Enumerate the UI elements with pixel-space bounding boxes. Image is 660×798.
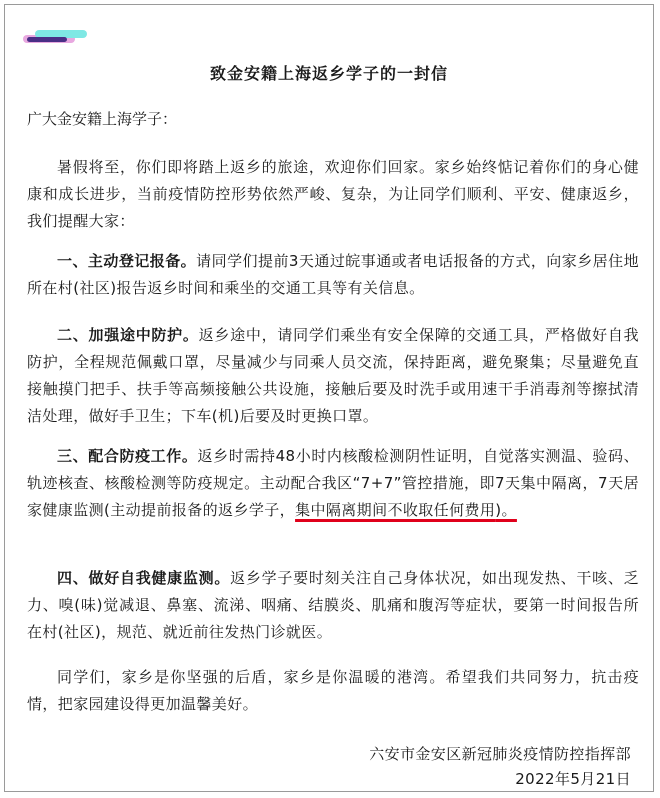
letter-frame — [4, 4, 654, 792]
section-3-heading: 三、配合防疫工作。 — [57, 447, 198, 465]
section-3-highlight: 集中隔离期间不收取任何费用 — [295, 501, 496, 519]
section-3 — [27, 443, 639, 524]
section-4-body: 返乡学子要时刻关注自己身体状况，如出现发热、干咳、乏力、嗅(味)觉减退、鼻塞、流涕、咽痛、结膜炎、肌痛和腹泻等症状，要第一时间报告所在村(社区)，规范、就近前往发热门诊就医。 — [27, 569, 639, 641]
section-4 — [27, 565, 639, 646]
section-3-body: 返乡时需持48小时内核酸检测阴性证明，自觉落实测温、验码、轨迹核查、核酸检测等防疫规定。主动配合我区“7+7”管控措施，即7天集中隔离，7天居家健康监测(主动提前报备的返乡学子， — [27, 447, 639, 519]
closing-paragraph: 同学们，家乡是你坚强的后盾，家乡是你温暖的港湾。希望我们共同努力，抗击疫情，把家园建设得更加温馨美好。 — [27, 668, 639, 713]
section-4-heading: 四、做好自我健康监测。 — [57, 569, 231, 587]
section-2-heading: 二、加强途中防护。 — [57, 326, 199, 344]
decor-bar-purple — [27, 37, 67, 42]
section-2 — [27, 322, 639, 430]
signature-date: 2022年5月21日 — [515, 770, 631, 788]
letter-title: 致金安籍上海返乡学子的一封信 — [209, 64, 448, 83]
signature-org: 六安市金安区新冠肺炎疫情防控指挥部 — [369, 745, 631, 763]
intro-paragraph: 暑假将至，你们即将踏上返乡的旅途，欢迎你们回家。家乡始终惦记着你们的身心健康和成长进步，当前疫情防控形势依然严峻、复杂，为让同学们顺利、平安、健康返乡，我们提醒大家： — [27, 158, 639, 230]
salutation: 广大金安籍上海学子： — [27, 110, 178, 128]
section-1 — [27, 248, 639, 302]
section-2-body: 返乡途中，请同学们乘坐有安全保障的交通工具，严格做好自我防护，全程规范佩戴口罩，尽量减少与同乘人员交流，保持距离，避免聚集；尽量避免直接触摸门把手、扶手等高频接触公共设施，接触后要及时洗手或用速干手消毒剂等擦拭清洁处理，做好手卫生；下车(机)后要及时更换口罩。 — [27, 326, 639, 425]
section-1-body: 请同学们提前3天通过皖事通或者电话报备的方式，向家乡居住地所在村(社区)报告返乡时间和乘坐的交通工具等有关信息。 — [27, 252, 639, 297]
section-3-tail: )。 — [495, 501, 517, 519]
section-1-heading: 一、主动登记报备。 — [57, 252, 197, 270]
